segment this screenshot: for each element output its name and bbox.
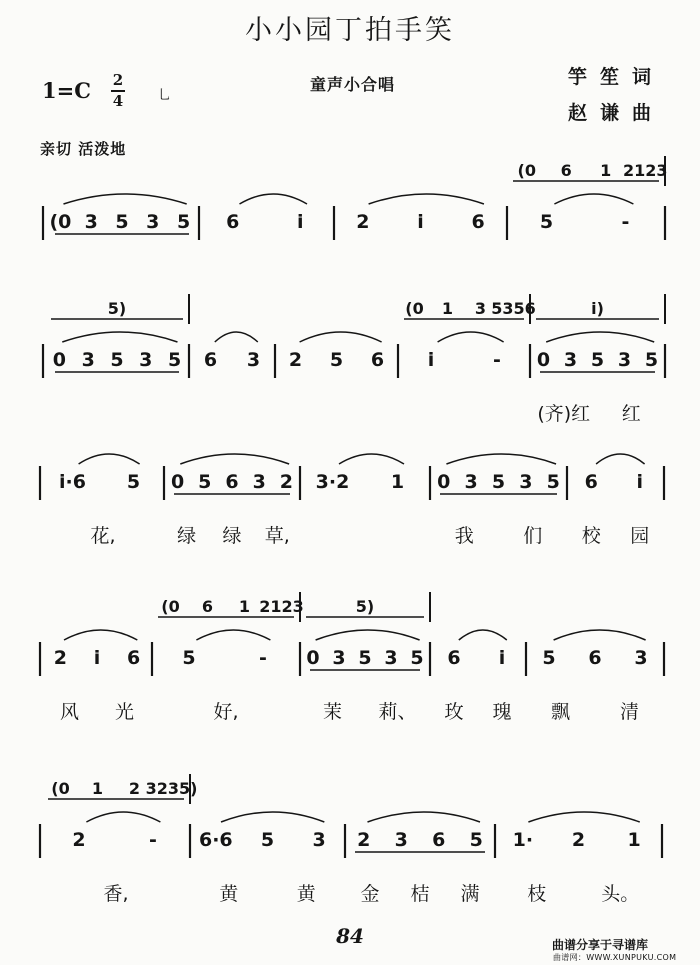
note: 2 [571,829,586,851]
note: i [93,647,101,669]
slur [368,812,481,822]
upper-note: 2 [128,779,141,798]
slur [63,194,186,204]
upper-note: 2123 [622,161,668,180]
slur [300,332,382,342]
slur [554,194,633,204]
note: 5 [126,471,141,493]
watermark-line2: 曲谱网：WWW.XUNPUKU.COM [553,953,677,962]
note: 0 [306,647,320,669]
note: 2 [72,829,86,851]
lyric: 黄 [219,883,239,905]
key-signature: 1=C [42,78,91,103]
note: 5 [176,211,191,233]
note: 6 [447,647,461,669]
note: 3 [84,211,98,233]
note: 3 [617,349,632,371]
slur [64,630,137,640]
upper-note: 1 [238,597,251,616]
lyric: 我 [454,525,474,547]
upper-note: 1 [91,779,104,798]
note: 5 [358,647,372,669]
note: - [259,647,267,669]
watermark-line1: 曲谱分享于寻谱库 [552,938,649,952]
upper-note: (0 [405,299,424,318]
note: 6 [471,211,485,233]
note: 2 [53,647,67,669]
note: 2 [357,829,371,851]
note: 5 [491,471,506,493]
note: 3 [146,211,160,233]
slur [528,812,639,822]
note: 2 [279,471,294,493]
lyric: 香, [103,883,129,905]
upper-note: 5) [355,597,375,616]
note: i [498,647,506,669]
note: 2 [356,211,370,233]
song-title: 小小园丁拍手笑 [245,15,455,46]
tempo-marking: 亲切 活泼地 [40,140,127,158]
slur [546,332,654,342]
slur [339,454,404,464]
slur [79,454,140,464]
note: 5 [469,829,483,851]
note: 5 [110,349,124,371]
note: i·6 [59,471,86,493]
lyric: 风 [59,701,80,723]
lyric: (齐)红 [537,403,591,425]
upper-note: 6 [560,161,572,180]
upper-note: 6 [201,597,214,616]
note: 6 [588,647,602,669]
lyric: 红 [621,403,641,425]
performance-form: 童声小合唱 [310,75,396,94]
slur [596,454,645,464]
note: 6 [225,471,239,493]
note: 3 [384,647,398,669]
note: 6 [370,349,385,371]
note: 5 [546,471,560,493]
lyric: 们 [523,525,543,547]
note: 3 [81,349,95,371]
note: 6·6 [198,829,233,851]
upper-note: 5356 [491,299,536,318]
slur [446,454,556,464]
slur [316,630,420,640]
note: 6 [584,471,598,493]
lyric: 枝 [527,883,547,905]
page-number: 84 [336,924,364,948]
slur [196,630,270,640]
note: 5 [260,829,275,851]
upper-note: i) [591,299,604,318]
upper-note: (0 [161,597,180,616]
note: 3 [464,471,478,493]
note: 5 [539,211,554,233]
note: 5 [182,647,196,669]
note: 6 [127,647,141,669]
lyric: 校 [581,525,601,547]
note: 5 [115,211,129,233]
lyric: 光 [114,701,135,723]
note: - [493,349,501,371]
lyric: 桔 [410,883,430,905]
lyric: 莉、 [378,701,417,723]
time-signature-top: 2 [112,71,124,89]
lyric: 飘 [550,701,571,723]
upper-note: 5) [107,299,127,318]
note: - [149,829,157,851]
note: 0 [437,471,451,493]
slur [554,630,646,640]
note: 5 [198,471,212,493]
lyric: 满 [460,883,480,905]
upper-note: (0 [517,161,536,180]
lyric: 茉 [322,701,343,723]
note: 6 [226,211,240,233]
note: 0 [52,349,67,371]
lyric: 瑰 [492,701,512,723]
note: 5 [644,349,659,371]
note: 0 [536,349,551,371]
lyric: 头。 [601,883,640,905]
slur [215,332,258,342]
note: 2 [288,349,303,371]
composer-credit: 赵谦曲 [568,102,665,124]
lyric: 玫 [444,701,464,723]
note: 3 [139,349,153,371]
note: i [636,471,644,493]
upper-note: 3235) [145,779,198,798]
lyric: 园 [630,525,650,547]
lyric: 绿 [222,525,242,547]
lyricist-credit: 竽笙词 [568,66,665,88]
note: 3 [312,829,326,851]
lyric: 好, [213,701,239,723]
upper-note: 1 [441,299,454,318]
note: 3 [563,349,578,371]
note: 5 [410,647,424,669]
slur [240,194,308,204]
note: 5 [590,349,605,371]
note: 1· [512,829,534,851]
note: 3·2 [315,471,350,493]
note: 6 [203,349,218,371]
note: - [621,211,630,233]
note: 5 [167,349,182,371]
note: i [296,211,304,233]
upper-note: 3 [474,299,487,318]
slur [180,454,289,464]
note: 1 [627,829,641,851]
note: i [417,211,424,233]
slur [459,630,507,640]
slur [438,332,504,342]
lyric: 金 [360,883,380,905]
upper-note: (0 [51,779,70,798]
upper-note: 2123 [259,597,304,616]
note: 3 [394,829,408,851]
slur [86,812,160,822]
slur [221,812,324,822]
slur [369,194,484,204]
lyric: 清 [619,701,640,723]
note: 0 [170,471,185,493]
lyric: 草, [264,525,290,547]
lyric: 绿 [177,525,197,547]
lyric: 黄 [296,883,316,905]
slur [62,332,177,342]
note: i [427,349,435,371]
note: 3 [634,647,648,669]
note: 3 [332,647,346,669]
note: (0 [49,211,72,233]
bird-decoration-icon: ⺃ [158,88,172,103]
note: 1 [390,471,405,493]
note: 5 [329,349,344,371]
lyric: 花, [90,525,116,547]
note: 3 [519,471,533,493]
note: 6 [432,829,446,851]
note: 3 [246,349,261,371]
upper-note: 1 [600,161,612,180]
note: 5 [542,647,556,669]
note: 3 [252,471,266,493]
time-signature-bottom: 4 [112,92,124,110]
